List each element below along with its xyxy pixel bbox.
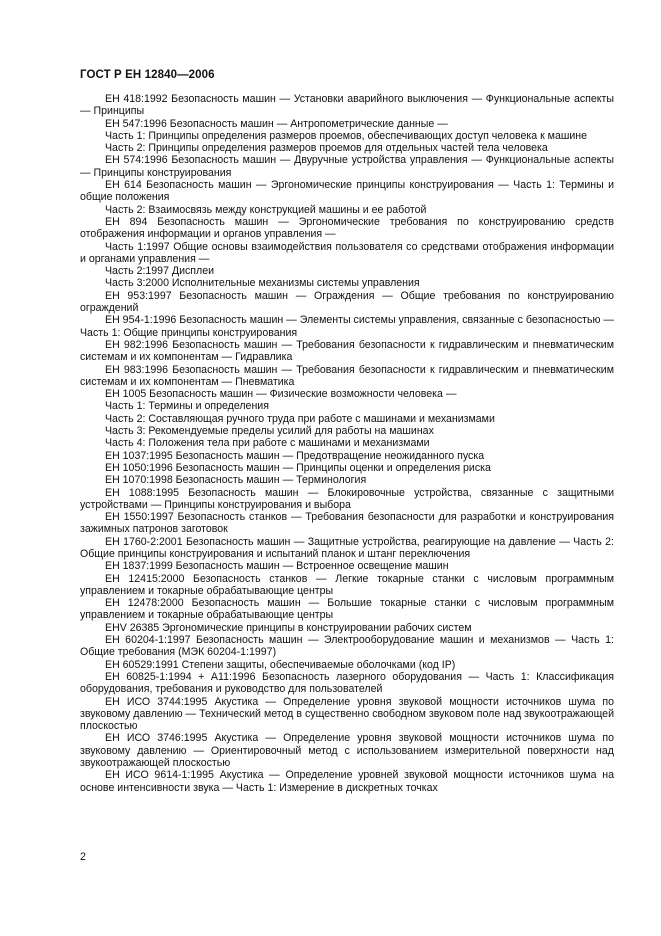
reference-item: ЕН 12415:2000 Безопасность станков — Легкие токарные станки с числовым программным управлением и токарные обрабатывающие центры: [80, 572, 614, 597]
reference-item: ЕН 894 Безопасность машин — Эргономические требования по конструированию средств отображения информации и органов управления —: [80, 215, 614, 241]
reference-item: ЕН 1037:1995 Безопасность машин — Предотвращение неожиданного пуска: [105, 449, 485, 462]
reference-item: ЕНV 26385 Эргономические принципы в конструировании рабочих систем: [105, 621, 472, 634]
reference-item: ЕН 1005 Безопасность машин — Физические возможности человека —: [105, 388, 457, 401]
document-header: ГОСТ Р ЕН 12840—2006: [80, 69, 215, 81]
reference-item: ЕН 983:1996 Безопасность машин — Требования безопасности к гидравлическим и пневматическим системам и их компонентам — Пневматика: [80, 363, 614, 388]
reference-item: ЕН 614 Безопасность машин — Эргономические принципы конструирования — Часть 1: Термины и общие положения: [80, 179, 614, 204]
reference-item: ЕН 1550:1997 Безопасность станков — Требования безопасности для разработки и конструирования зажимных патронов заготовок: [80, 511, 614, 536]
reference-item: ЕН 418:1992 Безопасность машин — Установки аварийного выключения — Функциональные аспекты — Принципы: [80, 93, 614, 118]
reference-list: [80, 93, 614, 794]
reference-item: ЕН 1050:1996 Безопасность машин — Принципы оценки и определения риска: [105, 461, 491, 474]
reference-item: Часть 3:2000 Исполнительные механизмы системы управления: [105, 277, 420, 290]
reference-item: ЕН ИСО 9614-1:1995 Акустика — Определение уровней звуковой мощности источников шума на основе интенсивности звука — Часть 1: Измерение в дискретных точках: [80, 769, 614, 794]
reference-item: ЕН 1760-2:2001 Безопасность машин — Защитные устройства, реагирующие на давление — Часть 2: Общие принципы конструирования и испытаний планок и штанг переключения: [80, 535, 614, 560]
reference-item: ЕН 954-1:1996 Безопасность машин — Элементы системы управления, связанные с безопасностью — Часть 1: Общие принципы конструирования: [80, 314, 614, 339]
reference-item: Часть 3: Рекомендуемые пределы усилий для работы на машинах: [105, 425, 434, 438]
reference-item: Часть 1:1997 Общие основы взаимодействия пользователя со средствами отображения информации и органами управления —: [80, 240, 614, 265]
reference-item: Часть 4: Положения тела при работе с машинами и механизмами: [105, 437, 430, 450]
reference-item: Часть 2: Взаимосвязь между конструкцией машины и ее работой: [105, 203, 427, 216]
reference-item: ЕН ИСО 3744:1995 Акустика — Определение уровня звуковой мощности источников шума по звуковому давлению — Технический метод в существенно свободном звуковом поле над звукоотражающей плоскостью: [80, 695, 614, 733]
reference-item: ЕН 60204-1:1997 Безопасность машин — Электрооборудование машин и механизмов — Часть 1: Общие требования (МЭК 60204-1:1997): [80, 634, 614, 659]
reference-item: Часть 1: Термины и определения: [105, 400, 269, 413]
page-number: 2: [80, 851, 86, 863]
reference-item: ЕН 60529:1991 Степени защиты, обеспечиваемые оболочками (код IP): [105, 658, 456, 671]
reference-item: Часть 2:1997 Дисплеи: [105, 265, 215, 278]
reference-item: ЕН 12478:2000 Безопасность машин — Большие токарные станки с числовым программным управлением и токарные обрабатывающие центры: [80, 597, 614, 622]
reference-item: ЕН 574:1996 Безопасность машин — Двуручные устройства управления — Функциональные аспекты — Принципы конструирования: [80, 154, 614, 179]
reference-item: ЕН ИСО 3746:1995 Акустика — Определение уровня звуковой мощности источников шума по звуковому давлению — Ориентировочный метод с использованием измерительной поверхности над звукоотражающей плоскостью: [80, 732, 614, 770]
reference-item: ЕН 953:1997 Безопасность машин — Ограждения — Общие требования по конструированию ограждений: [80, 289, 614, 315]
reference-item: Часть 2: Принципы определения размеров проемов для отдельных частей тела человека: [105, 142, 548, 155]
reference-item: Часть 1: Принципы определения размеров проемов, обеспечивающих доступ человека к машине: [105, 129, 588, 142]
reference-item: ЕН 982:1996 Безопасность машин — Требования безопасности к гидравлическим и пневматическим системам и их компонентам — Гидравлика: [80, 338, 614, 364]
reference-item: ЕН 547:1996 Безопасность машин — Антропометрические данные —: [105, 117, 448, 130]
reference-item: Часть 2: Составляющая ручного труда при работе с машинами и механизмами: [105, 412, 495, 425]
reference-item: ЕН 1070:1998 Безопасность машин — Терминология: [105, 474, 367, 487]
reference-item: ЕН 1837:1999 Безопасность машин — Встроенное освещение машин: [105, 560, 449, 573]
reference-item: ЕН 60825-1:1994 + A11:1996 Безопасность лазерного оборудования — Часть 1: Классификация оборудования, требования и руководство для пользователей: [80, 670, 614, 696]
reference-item: ЕН 1088:1995 Безопасность машин — Блокировочные устройства, связанные с защитными устройствами — Принципы конструирования и выбора: [80, 486, 614, 511]
